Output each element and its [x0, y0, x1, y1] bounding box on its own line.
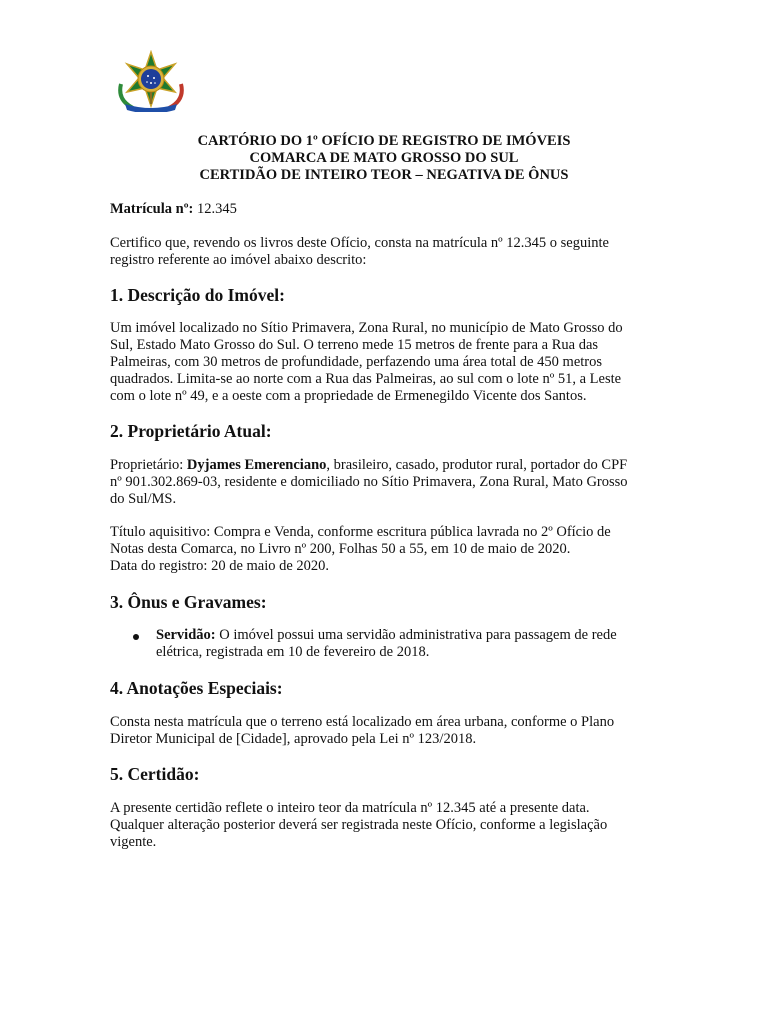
section-4-body: [110, 714, 658, 748]
section-2-heading: 2. Proprietário Atual:: [110, 421, 272, 441]
registry-office-title: CARTÓRIO DO 1º OFÍCIO DE REGISTRO DE IMÓVEIS: [197, 133, 571, 149]
certificate-type-title: CERTIDÃO DE INTEIRO TEOR – NEGATIVA DE ÔNUS: [199, 167, 569, 183]
body-line: Palmeiras, com 30 metros de profundidade, perfazendo uma área total de 450 metros: [110, 354, 603, 370]
body-line: Notas desta Comarca, no Livro nº 200, Folhas 50 a 55, em 10 de maio de 2020.: [110, 541, 571, 557]
easement-line: [156, 627, 656, 644]
body-line: Título aquisitivo: Compra e Venda, conforme escritura pública lavrada no 2º Ofício de: [110, 524, 611, 540]
certificate-header: [110, 133, 658, 184]
brazil-coat-of-arms-icon: [116, 50, 186, 112]
section-5-body: [110, 800, 658, 851]
body-line: Um imóvel localizado no Sítio Primavera, Zona Rural, no município de Mato Grosso do: [110, 320, 623, 336]
section-1-body: [110, 320, 658, 405]
owner-line: [110, 457, 658, 474]
owner-name: Dyjames Emerenciano: [186, 457, 327, 473]
body-line: A presente certidão reflete o inteiro teor da matrícula nº 12.345 até a presente data.: [110, 800, 590, 816]
body-line: Consta nesta matrícula que o terreno está localizado em área urbana, conforme o Plano: [110, 714, 615, 730]
easement-item: [156, 627, 656, 661]
body-line: Qualquer alteração posterior deverá ser registrada neste Ofício, conforme a legislação: [110, 817, 608, 833]
body-line: quadrados. Limita-se ao norte com a Rua das Palmeiras, ao sul com o lote nº 51, a Leste: [110, 371, 622, 387]
easement-text: O imóvel possui uma servidão administrativa para passagem de rede: [215, 627, 617, 643]
body-line: Sul, Estado Mato Grosso do Sul. O terreno mede 15 metros de frente para a Rua das: [110, 337, 599, 353]
bullet-icon: [133, 634, 139, 640]
body-line: vigente.: [110, 834, 157, 850]
body-line: Diretor Municipal de [Cidade], aprovado pela Lei nº 123/2018.: [110, 731, 477, 747]
owner-label: Proprietário:: [110, 457, 184, 473]
section-3-heading: 3. Ônus e Gravames:: [110, 592, 267, 612]
owner-details: , brasileiro, casado, produtor rural, portador do CPF: [326, 457, 628, 473]
matricula-value: 12.345: [196, 201, 237, 217]
section-4-heading: 4. Anotações Especiais:: [110, 678, 283, 698]
body-line: nº 901.302.869-03, residente e domiciliado no Sítio Primavera, Zona Rural, Mato Grosso: [110, 474, 628, 490]
easement-label: Servidão:: [156, 627, 216, 643]
body-line: do Sul/MS.: [110, 491, 177, 507]
intro-line: Certifico que, revendo os livros deste Ofício, consta na matrícula nº 12.345 o seguinte: [110, 235, 609, 251]
owner-paragraph: [110, 457, 658, 508]
body-line: Data do registro: 20 de maio de 2020.: [110, 558, 330, 574]
matricula-line: [110, 201, 658, 218]
intro-paragraph: [110, 235, 658, 269]
section-1-heading: 1. Descrição do Imóvel:: [110, 285, 285, 305]
body-line: com o lote nº 49, e a oeste com a propriedade de Ermenegildo Vicente dos Santos.: [110, 388, 587, 404]
acquisition-title-paragraph: [110, 524, 658, 575]
intro-line: registro referente ao imóvel abaixo descrito:: [110, 252, 367, 268]
jurisdiction-title: COMARCA DE MATO GROSSO DO SUL: [249, 150, 519, 166]
body-line: elétrica, registrada em 10 de fevereiro de 2018.: [156, 644, 430, 660]
section-5-heading: 5. Certidão:: [110, 764, 200, 784]
matricula-label: Matrícula nº:: [110, 201, 194, 217]
